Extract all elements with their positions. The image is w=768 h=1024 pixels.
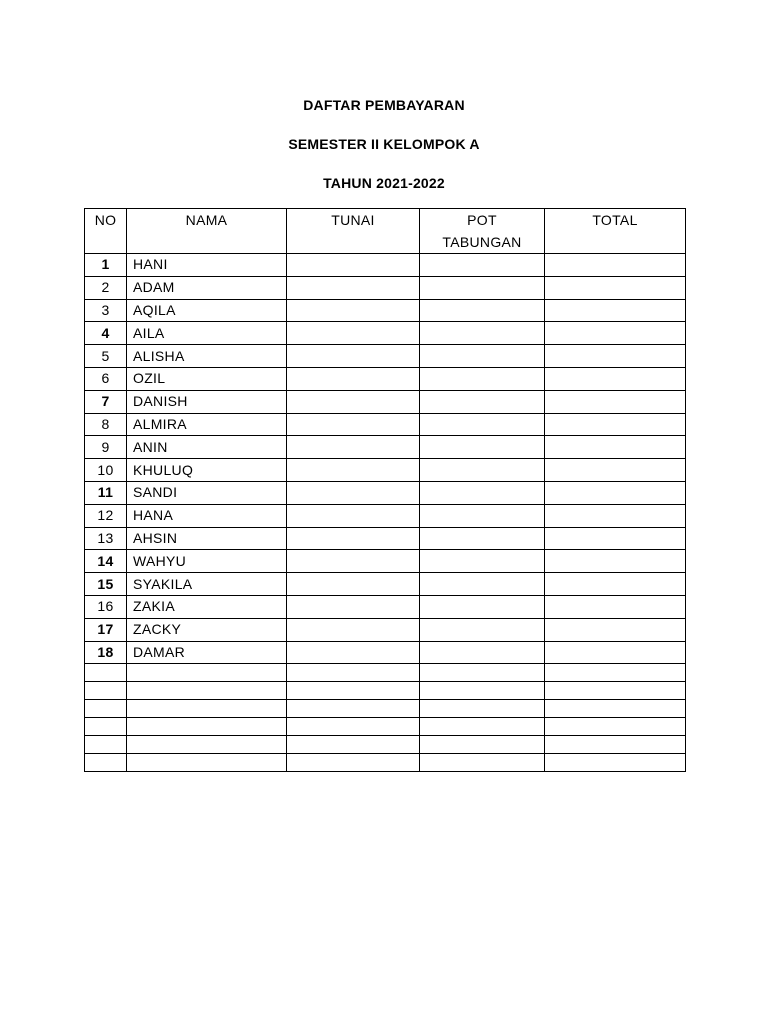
- row-total: [545, 550, 686, 573]
- row-pot-tabungan: [420, 436, 545, 459]
- row-nama: AHSIN: [127, 527, 287, 550]
- blank-cell: [420, 718, 545, 736]
- row-nama: SANDI: [127, 481, 287, 504]
- blank-cell: [545, 736, 686, 754]
- row-pot-tabungan: [420, 595, 545, 618]
- row-total: [545, 367, 686, 390]
- table-row: [85, 276, 686, 299]
- row-tunai: [287, 573, 420, 596]
- row-nama: ZAKIA: [127, 595, 287, 618]
- table-row: [85, 254, 686, 277]
- row-pot-tabungan: [420, 641, 545, 664]
- document-title: DAFTAR PEMBAYARAN: [303, 97, 465, 113]
- table-row: [85, 299, 686, 322]
- blank-cell: [85, 718, 127, 736]
- row-tunai: [287, 641, 420, 664]
- row-total: [545, 641, 686, 664]
- blank-cell: [85, 664, 127, 682]
- header-no: NO: [85, 209, 127, 254]
- row-nama: ZACKY: [127, 618, 287, 641]
- row-no: 13: [85, 527, 127, 550]
- row-pot-tabungan: [420, 254, 545, 277]
- blank-cell: [420, 736, 545, 754]
- row-nama: SYAKILA: [127, 573, 287, 596]
- row-total: [545, 299, 686, 322]
- blank-cell: [545, 664, 686, 682]
- row-no: 1: [85, 254, 127, 277]
- blank-cell: [85, 754, 127, 772]
- table-row: [85, 390, 686, 413]
- row-tunai: [287, 481, 420, 504]
- blank-cell: [545, 682, 686, 700]
- row-total: [545, 573, 686, 596]
- document-subtitle: SEMESTER II KELOMPOK A: [288, 136, 480, 152]
- blank-cell: [287, 736, 420, 754]
- row-total: [545, 527, 686, 550]
- row-pot-tabungan: [420, 367, 545, 390]
- row-total: [545, 504, 686, 527]
- blank-cell: [420, 664, 545, 682]
- row-nama: ADAM: [127, 276, 287, 299]
- row-pot-tabungan: [420, 550, 545, 573]
- blank-cell: [85, 700, 127, 718]
- row-tunai: [287, 550, 420, 573]
- row-pot-tabungan: [420, 390, 545, 413]
- blank-cell: [127, 754, 287, 772]
- table-row: [85, 459, 686, 482]
- row-tunai: [287, 595, 420, 618]
- table-row: [85, 527, 686, 550]
- header-nama: NAMA: [127, 209, 287, 254]
- header-pot-line1: POT: [467, 212, 497, 228]
- blank-cell: [287, 718, 420, 736]
- row-nama: OZIL: [127, 367, 287, 390]
- table-row: [85, 618, 686, 641]
- row-no: 17: [85, 618, 127, 641]
- header-tunai: TUNAI: [287, 209, 420, 254]
- row-tunai: [287, 299, 420, 322]
- blank-cell: [287, 664, 420, 682]
- table-row: [85, 367, 686, 390]
- blank-cell: [85, 736, 127, 754]
- header-total: TOTAL: [545, 209, 686, 254]
- blank-row: [85, 754, 686, 772]
- row-tunai: [287, 345, 420, 368]
- row-total: [545, 436, 686, 459]
- row-nama: HANA: [127, 504, 287, 527]
- blank-cell: [127, 718, 287, 736]
- row-nama: ALISHA: [127, 345, 287, 368]
- row-tunai: [287, 436, 420, 459]
- table-row: [85, 573, 686, 596]
- row-pot-tabungan: [420, 618, 545, 641]
- row-pot-tabungan: [420, 322, 545, 345]
- blank-cell: [420, 682, 545, 700]
- row-total: [545, 276, 686, 299]
- table-row: [85, 436, 686, 459]
- row-nama: DAMAR: [127, 641, 287, 664]
- row-pot-tabungan: [420, 459, 545, 482]
- row-tunai: [287, 504, 420, 527]
- header-pot-line2: TABUNGAN: [442, 234, 522, 250]
- row-total: [545, 595, 686, 618]
- row-no: 9: [85, 436, 127, 459]
- blank-cell: [287, 682, 420, 700]
- row-pot-tabungan: [420, 345, 545, 368]
- row-nama: KHULUQ: [127, 459, 287, 482]
- blank-row: [85, 664, 686, 682]
- table-row: [85, 641, 686, 664]
- table-row: [85, 550, 686, 573]
- row-no: 2: [85, 276, 127, 299]
- row-no: 5: [85, 345, 127, 368]
- payment-table: [84, 208, 686, 772]
- table-row: [85, 413, 686, 436]
- row-pot-tabungan: [420, 481, 545, 504]
- header-pot-tabungan: [420, 209, 545, 254]
- blank-row: [85, 682, 686, 700]
- row-no: 14: [85, 550, 127, 573]
- blank-cell: [420, 700, 545, 718]
- table-row: [85, 504, 686, 527]
- row-nama: AQILA: [127, 299, 287, 322]
- row-no: 11: [85, 481, 127, 504]
- row-tunai: [287, 276, 420, 299]
- row-tunai: [287, 413, 420, 436]
- row-no: 3: [85, 299, 127, 322]
- row-no: 10: [85, 459, 127, 482]
- row-total: [545, 481, 686, 504]
- blank-cell: [287, 754, 420, 772]
- row-total: [545, 413, 686, 436]
- blank-row: [85, 718, 686, 736]
- blank-row: [85, 700, 686, 718]
- table-row: [85, 481, 686, 504]
- row-nama: DANISH: [127, 390, 287, 413]
- row-total: [545, 390, 686, 413]
- row-pot-tabungan: [420, 504, 545, 527]
- row-total: [545, 322, 686, 345]
- row-total: [545, 345, 686, 368]
- table-row: [85, 345, 686, 368]
- row-pot-tabungan: [420, 573, 545, 596]
- row-tunai: [287, 254, 420, 277]
- blank-cell: [287, 700, 420, 718]
- row-pot-tabungan: [420, 413, 545, 436]
- blank-cell: [545, 754, 686, 772]
- table-body: [85, 254, 686, 772]
- blank-cell: [420, 754, 545, 772]
- row-tunai: [287, 367, 420, 390]
- row-total: [545, 618, 686, 641]
- table-header-row: [85, 209, 686, 254]
- row-no: 4: [85, 322, 127, 345]
- blank-cell: [127, 736, 287, 754]
- row-tunai: [287, 459, 420, 482]
- row-no: 16: [85, 595, 127, 618]
- row-no: 7: [85, 390, 127, 413]
- row-tunai: [287, 618, 420, 641]
- row-pot-tabungan: [420, 299, 545, 322]
- row-no: 15: [85, 573, 127, 596]
- table-row: [85, 322, 686, 345]
- table-row: [85, 595, 686, 618]
- row-nama: ALMIRA: [127, 413, 287, 436]
- blank-cell: [127, 682, 287, 700]
- row-total: [545, 459, 686, 482]
- row-no: 6: [85, 367, 127, 390]
- row-tunai: [287, 527, 420, 550]
- blank-cell: [545, 700, 686, 718]
- row-nama: ANIN: [127, 436, 287, 459]
- row-nama: WAHYU: [127, 550, 287, 573]
- row-no: 18: [85, 641, 127, 664]
- row-no: 8: [85, 413, 127, 436]
- blank-cell: [127, 664, 287, 682]
- row-tunai: [287, 390, 420, 413]
- row-nama: HANI: [127, 254, 287, 277]
- blank-cell: [545, 718, 686, 736]
- row-nama: AILA: [127, 322, 287, 345]
- row-no: 12: [85, 504, 127, 527]
- blank-cell: [85, 682, 127, 700]
- blank-cell: [127, 700, 287, 718]
- blank-row: [85, 736, 686, 754]
- row-tunai: [287, 322, 420, 345]
- row-pot-tabungan: [420, 527, 545, 550]
- row-pot-tabungan: [420, 276, 545, 299]
- document-year: TAHUN 2021-2022: [323, 175, 445, 191]
- row-total: [545, 254, 686, 277]
